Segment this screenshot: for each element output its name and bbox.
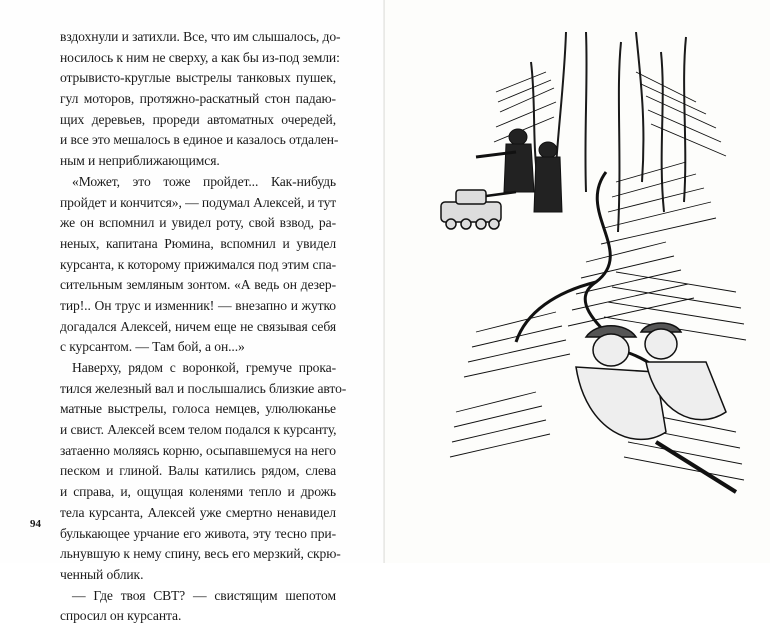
- text-line: пройдет и кончится», — подумал Алексей, и тут: [60, 194, 337, 210]
- text-line: тился железный вал и послышались близкие авто-: [60, 380, 347, 396]
- text-line: Наверху, рядом с воронкой, гремуче прока-: [72, 360, 336, 375]
- text-line: щих деревьев, прореди автоматных очередей,: [60, 111, 336, 127]
- text-line: и все это мешалось в единое и казалось отдален-: [60, 132, 339, 148]
- left-page: [0, 0, 385, 624]
- text-line: — Где твоя СВТ? — свистящим шепотом: [72, 587, 336, 603]
- text-line: тела курсанта, Алексей уже смертно ненавидел: [60, 504, 336, 520]
- text-line: тир!.. Он трус и изменник! — внезапно и жутко: [60, 297, 336, 313]
- soldiers-group-top: [476, 129, 562, 212]
- text-line: песком и глиной. Валы катились рядом, слева: [60, 463, 336, 479]
- text-line: неных, капитана Рюмина, вспомнил и увидел: [60, 235, 336, 251]
- text-line: же он вспомнил и увидел роту, свой взвод, ра-: [60, 215, 336, 231]
- soldiers-in-trench: [576, 323, 736, 492]
- text-line: отрывисто-круглые выстрелы танковых пушек,: [60, 70, 336, 86]
- text-line: затаенно моляясь корню, осыпавшемуся на него: [60, 442, 336, 458]
- text-line: с курсантом. — Там бой, а он...»: [60, 339, 245, 355]
- text-line: вздохнули и затихли. Все, что им слышалось, до-: [60, 29, 341, 44]
- text-line: догадался Алексей, ничем еще не связывая себя: [60, 318, 336, 334]
- text-line: ным и неприближающимся.: [60, 153, 220, 169]
- text-line: сительным земляным зонтом. «А ведь он дезер-: [60, 277, 336, 293]
- text-line: льнувшую к нему спину, весь его мерзкий, скрю-: [60, 546, 341, 562]
- text-line: матные выстрелы, голоса немцев, улюлюканье: [60, 401, 336, 417]
- text-line: ченный облик.: [60, 566, 144, 582]
- text-line: гул моторов, протяжно-раскатный стон падаю-: [60, 91, 336, 107]
- text-line: и справа, и, ощущая коленями тепло и дрожь: [60, 484, 336, 500]
- text-line: спросил он курсанта.: [60, 608, 182, 624]
- text-block: [60, 27, 347, 627]
- text-line: булькающее урчание его живота, эту тесно при-: [60, 525, 336, 541]
- text-line: курсанта, к которому прижимался под этим спа-: [60, 256, 336, 272]
- tank-shape: [441, 190, 516, 229]
- page-number: 94: [30, 518, 41, 530]
- text-line: и свист. Алексей всем телом подался к курсанту,: [60, 422, 337, 438]
- text-line: «Может, это тоже пройдет... Как-нибудь: [72, 173, 336, 189]
- war-scene-illustration: [436, 32, 752, 502]
- text-line: носилось к ним не сверху, а как бы из-под земли:: [60, 49, 340, 65]
